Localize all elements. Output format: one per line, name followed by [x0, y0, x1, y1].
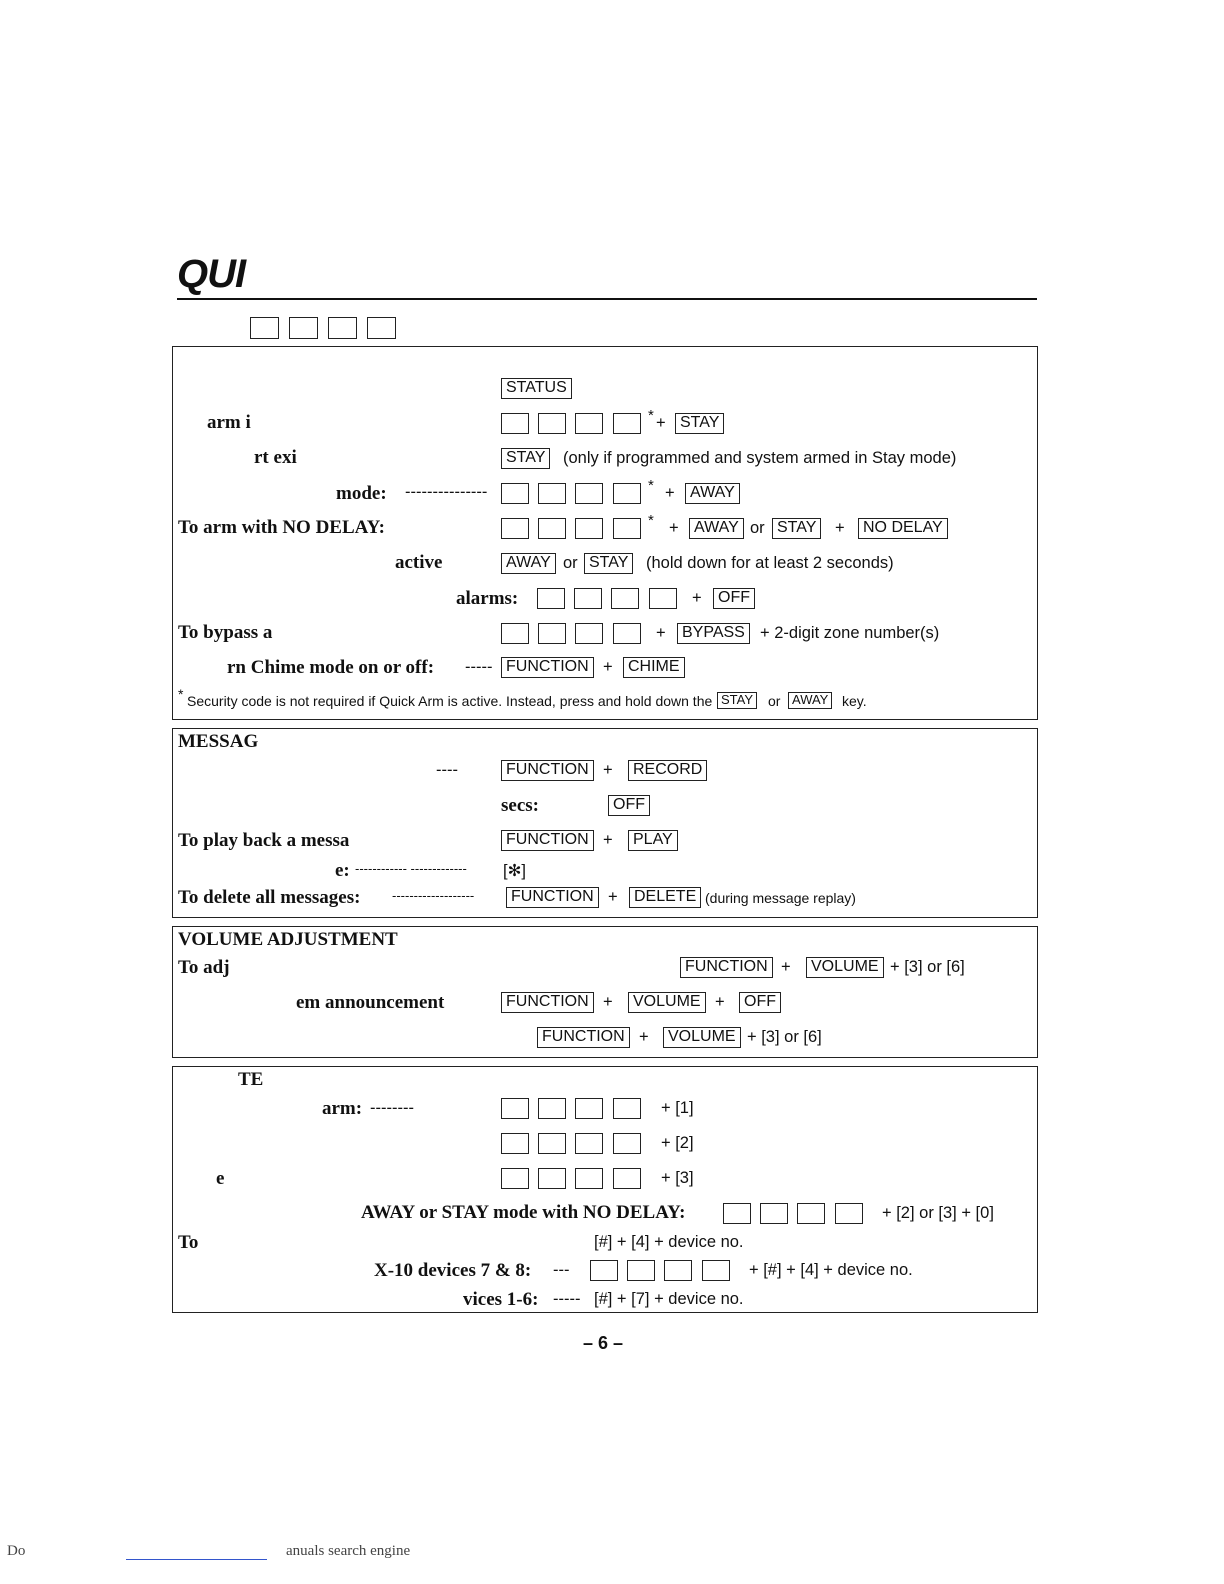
code-key-box	[575, 518, 603, 539]
asterisk-mark: *	[648, 512, 654, 529]
leader-dashes: -------------------	[392, 888, 475, 903]
leader-dashes: ---------------	[405, 483, 488, 501]
row-note: + [1]	[661, 1099, 694, 1117]
plus-sign: +	[669, 519, 679, 537]
footnote-text: Security code is not required if Quick Arm is active. Instead, press and hold down the	[187, 693, 713, 709]
row-label: To	[178, 1232, 199, 1253]
away-key: AWAY	[685, 483, 740, 504]
row-label: active	[395, 552, 443, 573]
delete-key: DELETE	[629, 887, 701, 908]
code-key-box	[627, 1260, 655, 1281]
row-label: alarms:	[456, 588, 519, 609]
row-label: To bypass a	[178, 622, 273, 643]
code-key-box	[328, 317, 357, 339]
function-key: FUNCTION	[501, 992, 594, 1013]
plus-sign: +	[835, 519, 845, 537]
row-note: (only if programmed and system armed in Stay mode)	[563, 449, 957, 467]
code-key-box	[538, 623, 566, 644]
footnote-end: key.	[842, 693, 867, 709]
title-rule	[177, 298, 1037, 300]
code-key-box	[575, 1133, 603, 1154]
off-key: OFF	[608, 795, 650, 816]
row-note: + [3] or [6]	[890, 958, 965, 976]
code-key-box	[613, 483, 641, 504]
code-key-box	[538, 483, 566, 504]
stay-key: STAY	[717, 692, 757, 709]
row-label: To arm with NO DELAY:	[178, 517, 385, 538]
chime-key: CHIME	[623, 657, 685, 678]
plus-sign: +	[781, 958, 791, 976]
section-heading: VOLUME ADJUSTMENT	[178, 929, 398, 950]
row-label: arm:	[322, 1098, 363, 1119]
volume-key: VOLUME	[806, 957, 884, 978]
code-key-box	[538, 1168, 566, 1189]
code-key-box	[537, 588, 565, 609]
code-key-box	[538, 1133, 566, 1154]
plus-sign: +	[639, 1028, 649, 1046]
section-heading: TE	[238, 1069, 264, 1090]
code-key-box	[613, 518, 641, 539]
row-note: + [2]	[661, 1134, 694, 1152]
code-key-box	[501, 1133, 529, 1154]
row-label: em announcement	[296, 992, 445, 1013]
leader-dashes: ------------ -------------	[355, 861, 467, 876]
function-key: FUNCTION	[501, 760, 594, 781]
code-key-box	[501, 483, 529, 504]
plus-sign: +	[603, 761, 613, 779]
function-key: FUNCTION	[506, 887, 599, 908]
off-key: OFF	[713, 588, 755, 609]
row-label: To adj	[178, 957, 230, 978]
leader-dashes: --------	[370, 1099, 414, 1117]
leader-dashes: -----	[553, 1290, 581, 1308]
code-key-box	[613, 1133, 641, 1154]
code-key-box	[501, 413, 529, 434]
code-key-box	[613, 413, 641, 434]
row-label: secs:	[501, 795, 539, 816]
code-key-box	[575, 1168, 603, 1189]
code-key-box	[702, 1260, 730, 1281]
row-note: + [3] or [6]	[747, 1028, 822, 1046]
code-key-box	[575, 413, 603, 434]
code-key-box	[538, 413, 566, 434]
code-key-box	[250, 317, 279, 339]
row-note: [#] + [7] + device no.	[594, 1290, 744, 1308]
code-key-box	[575, 1098, 603, 1119]
row-label: arm i	[207, 412, 251, 433]
or-text: or	[750, 519, 765, 537]
code-key-box	[760, 1203, 788, 1224]
plus-sign: +	[692, 589, 702, 607]
code-key-box	[649, 588, 677, 609]
code-key-box	[664, 1260, 692, 1281]
code-key-box	[501, 518, 529, 539]
code-key-box	[289, 317, 318, 339]
code-key-box	[723, 1203, 751, 1224]
code-key-box	[538, 518, 566, 539]
row-label: e:	[335, 860, 350, 881]
away-key: AWAY	[788, 692, 832, 709]
away-key: AWAY	[689, 518, 744, 539]
plus-sign: +	[656, 624, 666, 642]
code-key-box	[501, 1098, 529, 1119]
asterisk-mark: *	[648, 407, 654, 424]
plus-sign: +	[603, 831, 613, 849]
plus-sign: +	[715, 993, 725, 1011]
record-key: RECORD	[628, 760, 707, 781]
star-key-note: [✻]	[503, 862, 526, 880]
off-key: OFF	[739, 992, 781, 1013]
plus-sign: +	[603, 993, 613, 1011]
page-number: – 6 –	[583, 1333, 624, 1353]
no-delay-key: NO DELAY	[858, 518, 948, 539]
code-key-box	[538, 1098, 566, 1119]
row-note: [#] + [4] + device no.	[594, 1233, 744, 1251]
row-label: rn Chime mode on or off:	[227, 657, 435, 678]
function-key: FUNCTION	[537, 1027, 630, 1048]
code-key-box	[575, 623, 603, 644]
plus-sign: +	[656, 414, 666, 432]
page-title: QUI	[177, 252, 246, 296]
or-text: or	[563, 554, 578, 572]
leader-dashes: -----	[465, 658, 493, 676]
leader-dashes: ----	[436, 761, 458, 779]
volume-key: VOLUME	[628, 992, 706, 1013]
code-key-box	[613, 1098, 641, 1119]
code-key-box	[574, 588, 602, 609]
row-note: (hold down for at least 2 seconds)	[646, 554, 894, 572]
stay-key: STAY	[772, 518, 821, 539]
row-note: + [3]	[661, 1169, 694, 1187]
row-label: AWAY or STAY mode with NO DELAY:	[361, 1202, 686, 1223]
code-key-box	[501, 1168, 529, 1189]
code-key-box	[835, 1203, 863, 1224]
footer-left-text: Do	[7, 1543, 26, 1559]
row-label: X-10 devices 7 & 8:	[374, 1260, 532, 1281]
code-key-box	[590, 1260, 618, 1281]
code-key-box	[367, 317, 396, 339]
code-key-box	[613, 623, 641, 644]
plus-sign: +	[603, 658, 613, 676]
function-key: FUNCTION	[680, 957, 773, 978]
stay-key: STAY	[675, 413, 724, 434]
footer-link[interactable]	[126, 1559, 267, 1560]
status-key: STATUS	[501, 378, 572, 399]
row-label: To delete all messages:	[178, 887, 361, 908]
section-heading: MESSAG	[178, 731, 259, 752]
leader-dashes: ---	[553, 1261, 570, 1279]
function-key: FUNCTION	[501, 657, 594, 678]
code-key-box	[611, 588, 639, 609]
row-note: (during message replay)	[705, 890, 856, 906]
away-key: AWAY	[501, 553, 556, 574]
plus-sign: +	[608, 888, 618, 906]
bypass-key: BYPASS	[677, 623, 750, 644]
volume-key: VOLUME	[663, 1027, 741, 1048]
code-key-box	[613, 1168, 641, 1189]
asterisk-mark: *	[648, 477, 654, 494]
footnote-star: *	[178, 686, 184, 702]
row-note: + [2] or [3] + [0]	[882, 1204, 994, 1222]
code-key-box	[501, 623, 529, 644]
row-label: vices 1-6:	[463, 1289, 539, 1310]
stay-key: STAY	[501, 448, 550, 469]
row-label: rt exi	[254, 447, 297, 468]
row-note: + [#] + [4] + device no.	[749, 1261, 913, 1279]
stay-key: STAY	[584, 553, 633, 574]
plus-sign: +	[665, 484, 675, 502]
footer-right-text: anuals search engine	[286, 1543, 411, 1559]
row-label: mode:	[336, 483, 387, 504]
row-label: To play back a messa	[178, 830, 350, 851]
code-key-box	[797, 1203, 825, 1224]
play-key: PLAY	[628, 830, 678, 851]
or-text: or	[768, 693, 781, 709]
code-key-box	[575, 483, 603, 504]
row-note: + 2-digit zone number(s)	[760, 624, 940, 642]
row-label: e	[216, 1168, 225, 1189]
function-key: FUNCTION	[501, 830, 594, 851]
